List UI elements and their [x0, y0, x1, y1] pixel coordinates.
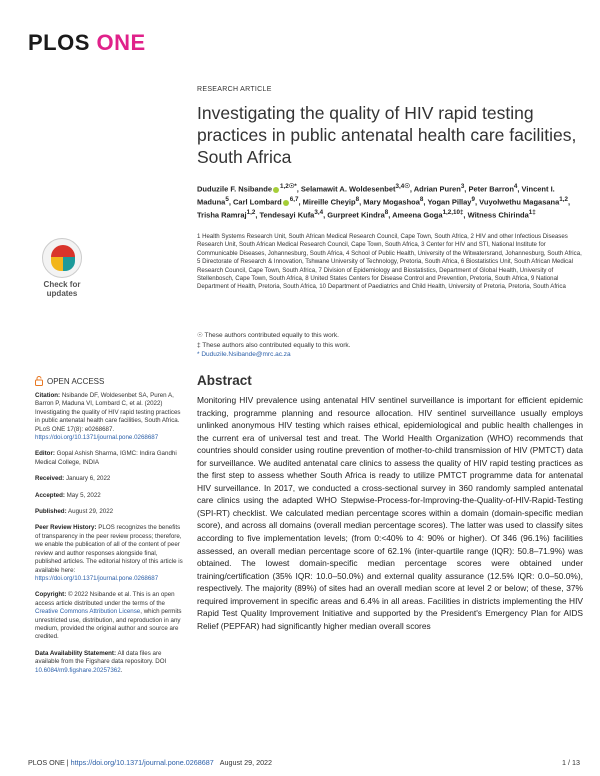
data-availability-end: . — [120, 666, 123, 674]
author-sup: 1,2☉* — [280, 183, 297, 190]
footer-doi-link[interactable]: https://doi.org/10.1371/journal.pone.0268687 — [70, 758, 214, 767]
author-notes — [197, 331, 582, 360]
author[interactable]: , Vuyolwethu Magasana — [474, 197, 560, 207]
author-sup: 8 — [355, 196, 360, 203]
editor-text: Gopal Ashish Sharma, IGMC: Indira Gandhi Medical College, INDIA — [35, 450, 177, 466]
accepted-date: May 5, 2022 — [66, 491, 101, 499]
badge-line2: updates — [46, 289, 78, 298]
license-link[interactable]: Creative Commons Attribution License — [35, 608, 141, 616]
citation-block — [35, 392, 185, 442]
peer-review-block — [35, 524, 185, 583]
corresponding-email[interactable]: * Duduzile.Nsibande@mrc.ac.za — [197, 351, 291, 358]
peer-review-text: PLOS recognizes the benefits of transparency in the peer review process; therefore, we enable the publication of all of the content of peer review and author responses alongside final, published articles. The editorial history of this article is available here: — [35, 524, 183, 574]
copyright-block — [35, 591, 185, 641]
author-sup: 3,4☉ — [395, 183, 410, 190]
check-for-updates-badge[interactable] — [33, 238, 91, 306]
author[interactable]: , Witness Chirinda — [463, 210, 529, 220]
received-block — [35, 475, 185, 483]
page-footer — [28, 758, 580, 767]
open-access-label — [35, 376, 104, 386]
abstract-heading: Abstract — [197, 373, 252, 388]
author[interactable]: Duduzile F. Nsibande — [197, 184, 273, 194]
accepted-label: Accepted: — [35, 491, 65, 499]
published-block — [35, 508, 185, 516]
author-list — [197, 182, 582, 221]
published-label: Published: — [35, 508, 67, 516]
accepted-block — [35, 492, 185, 500]
author-sup: 4 — [513, 183, 518, 190]
author[interactable]: , Peter Barron — [464, 184, 514, 194]
author-sup: 3,4 — [314, 209, 324, 216]
affiliations: 1 Health Systems Research Unit, South African Medical Research Council, Cape Town, South Africa, 2 HIV and other Infectious Diseases Research Unit, South African Medical Research Council, Cape Town, South Africa, 3 Center for HIV and STI, National Institute for Communicable Diseases, Johannesburg, South Africa, 4 School of Public Health, University of the Witwatersrand, Johannesburg, South Africa, 5 Directorate of Research & Innovation, Tshwane University of Technology, Pretoria, South Africa, 6 Biostatistics Unit, South African Medical Research Council, Cape Town, South Africa, 7 Division of Epidemiology and Biostatistics, Department of Global Health, University of Stellenbosch, Cape Town, South Africa, 8 United States Centers for Disease Control and Prevention, Pretoria, South Africa, 9 National Department of Health, Pretoria, South Africa, 10 Department of Paediatrics and Child Health, University of Pretoria, Pretoria, South Africa — [197, 233, 582, 291]
author[interactable]: , Gurpreet Kindra — [323, 210, 385, 220]
author-sup: 3 — [460, 183, 465, 190]
crossmark-icon — [42, 238, 82, 278]
copyright-text: © 2022 Nsibande et al. This is an open access article distributed under the terms of the — [35, 591, 175, 607]
contribution-note: ☉ These authors contributed equally to this work. — [197, 332, 339, 339]
author-sup: 1,2,10‡ — [442, 209, 464, 216]
orcid-icon[interactable] — [283, 200, 289, 206]
author-sup: 9 — [471, 196, 475, 203]
author[interactable]: , Mary Mogashoa — [359, 197, 420, 207]
author[interactable]: , Ameena Goga — [388, 210, 443, 220]
abstract-text: Monitoring HIV prevalence using antenatal HIV sentinel surveillance is important for efficient epidemic tracking, programme planning and resource allocation. HIV sentinel surveillance usually employs unlinked anonymous HIV testing which raises ethical, epidemiological and public health challenges in the current era of universal test and treat. The World Health Organization (WHO) recommends that countries should consider using routine prevention of mother-to-child transmission of HIV (PMTCT) data for surveillance. We audited antenatal care clinics to assess the quality of HIV rapid testing practices as the first step to assess whether South Africa is ready to utilize PMTCT programme data for antenatal HIV surveillance. In 2017, we conducted a cross-sectional survey in 360 randomly sampled antenatal care clinics using the adapted WHO Stepwise-Process-for-Improving-the-Quality-of-HIV-Rapid-Testing (SPI-RT) checklist. We calculated median percentage scores within a domain (domain-specific median score), and across all domains (overall median percentage scores). The latter was used to classify sites according to five implementation levels; (from 0:<40% to 4: 90% or higher). Of 346 (96.1%) facilities assessed, an overall median percentage score of 62.1% (inter-quartile range (IQR): 50.8–71.9%) was obtained. The lowest domain-specific median percentage scores were obtained under training/certification (35% IQR: 10.0–50.0%) and external quality assurance (12.5% IQR: 0.0–50.0%), respectively. The majority (89%) of sites had an overall median score at level 2 or below; of these, 37% required improvement in specific areas and 6.4% in all areas. Facilities in districts implementing the HIV Rapid Test Quality Improvement Initiative and supported by the President's Emergency Plan for AIDS Relief (PEPFAR) had significantly higher median overall scores — [197, 395, 583, 631]
author[interactable]: , Tendesayi Kufa — [255, 210, 315, 220]
received-date: January 6, 2022 — [65, 475, 111, 483]
copyright-text-end: , which permits unrestricted use, distribution, and reproduction in any medium, provided the original author and source are credited. — [35, 608, 182, 641]
received-label: Received: — [35, 475, 65, 483]
author-sup: 1‡ — [528, 209, 536, 216]
author[interactable]: , Vincent I. Maduna — [197, 184, 555, 207]
author-sup: 1,2 — [559, 196, 568, 203]
data-availability-label: Data Availability Statement: — [35, 649, 117, 657]
figshare-doi-link[interactable]: 10.6084/m9.figshare.20257362 — [35, 666, 121, 674]
equal-contribution-note: ‡ These authors also contributed equally to this work. — [197, 341, 351, 349]
citation-label: Citation: — [35, 392, 61, 399]
footer-journal: PLOS ONE — [28, 758, 65, 767]
footer-separator: | — [64, 758, 71, 767]
author[interactable]: , Carl Lombard — [228, 197, 282, 207]
logo-plos: PLOS — [28, 30, 90, 55]
peer-review-label: Peer Review History: — [35, 524, 97, 532]
author[interactable]: , Trisha Ramraj — [197, 197, 571, 220]
copyright-label: Copyright: — [35, 591, 67, 599]
data-availability-block — [35, 650, 185, 675]
journal-logo — [28, 30, 146, 56]
article-type: RESEARCH ARTICLE — [197, 86, 272, 93]
logo-one: ONE — [96, 30, 146, 55]
author-sup: 6,7 — [289, 196, 299, 203]
citation-text: Nsibande DF, Woldesenbet SA, Puren A, Barron P, Maduna VI, Lombard C, et al. (2022) Investigating the quality of HIV rapid testing practices in public antenatal health care facilities, South Africa. PLoS ONE 17(8): e0268687. — [35, 392, 181, 433]
author[interactable]: , Yogan Pillay — [423, 197, 472, 207]
footer-left — [28, 758, 272, 767]
published-date: August 29, 2022 — [68, 508, 114, 516]
author-sup: 1,2 — [246, 209, 256, 216]
orcid-icon[interactable] — [273, 187, 279, 193]
data-availability-text: All data files are available from the Figshare data repository. DOI — [35, 649, 167, 666]
article-sidebar — [35, 392, 185, 683]
editor-label: Editor: — [35, 450, 55, 458]
peer-review-link[interactable]: https://doi.org/10.1371/journal.pone.0268687 — [35, 574, 159, 582]
footer-date: August 29, 2022 — [219, 758, 273, 767]
author[interactable]: , Adrian Puren — [409, 184, 461, 194]
author-sup: 5 — [225, 196, 229, 203]
page-number: 1 / 13 — [562, 758, 580, 767]
citation-doi-link[interactable]: https://doi.org/10.1371/journal.pone.0268687 — [35, 434, 159, 442]
author-sup: 8 — [419, 196, 424, 203]
editor-block — [35, 450, 185, 467]
open-lock-icon — [35, 376, 43, 386]
author[interactable]: , Selamawit A. Woldesenbet — [296, 184, 396, 194]
open-access-text: OPEN ACCESS — [47, 376, 105, 386]
author[interactable]: , Mireille Cheyip — [298, 197, 356, 207]
badge-line1: Check for — [43, 280, 81, 289]
author-sup: 8 — [384, 209, 389, 216]
article-title: Investigating the quality of HIV rapid testing practices in public antenatal health care facilities, South Africa — [197, 103, 577, 167]
